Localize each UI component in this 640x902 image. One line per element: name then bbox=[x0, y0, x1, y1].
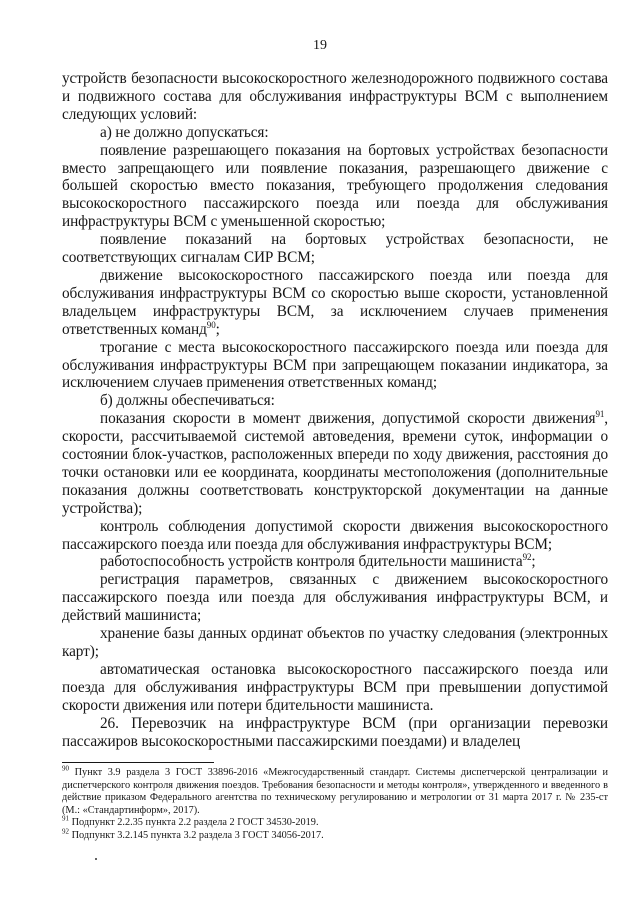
footnote-ref: 90 bbox=[206, 319, 216, 330]
footnote: $^{91}$ Подпункт 2.2.35 пункта 2.2 раздела 2 ГОСТ 34530-2019. bbox=[62, 814, 319, 829]
footnote-mark: 91 bbox=[62, 814, 69, 823]
paragraph: б) должны обеспечиваться: bbox=[100, 392, 275, 410]
footnotes bbox=[62, 764, 608, 843]
paragraph: трогание с места высокоскоростного пассажирского поезда или поезда для обслуживания инфраструктуры ВСМ при запрещающем показании индикатора, за исключением случаев применения ответственных команд; bbox=[62, 338, 608, 392]
paragraph: устройств безопасности высокоскоростного железнодорожного подвижного состава и подвижного состава для обслуживания инфраструктуры ВСМ с выполнением следующих условий: bbox=[62, 70, 608, 123]
footnote-mark: 90 bbox=[62, 764, 69, 773]
paragraph: контроль соблюдения допустимой скорости движения высокоскоростного пассажирского поезда или поезда для обслуживания инфраструктуры ВСМ; bbox=[62, 517, 608, 553]
paragraph: показания скорости в момент движения, допустимой скорости движения$^{91}$, скорости, рассчитываемой системой автоведения, времени суток, информации о состоянии блок-участков, расположенных впереди по ходу движения, расстояния до точки остановки или ее координата, координаты местоположения (дополнительные показания должны соответствовать конструкторской документации на данные устройства); bbox=[62, 409, 608, 517]
paragraph: движение высокоскоростного пассажирского поезда или поезда для обслуживания инфраструктуры ВСМ со скоростью выше скорости, установленной владельцем инфраструктуры ВСМ, за исключением случаев применения ответственных команд$^{90}$; bbox=[62, 266, 608, 338]
footnote: $^{92}$ Подпункт 3.2.145 пункта 3.2 раздела 3 ГОСТ 34056-2017. bbox=[62, 827, 324, 841]
paragraph: появление показаний на бортовых устройствах безопасности, не соответствующих сигналам СИР ВСМ; bbox=[62, 231, 608, 267]
paragraph: регистрация параметров, связанных с движением высокоскоростного пассажирского поезда или поезда для обслуживания инфраструктуры ВСМ, и действий машиниста; bbox=[62, 571, 608, 625]
footnote-ref: 92 bbox=[522, 552, 532, 563]
paragraph: работоспособность устройств контроля бдительности машиниста$^{92}$; bbox=[100, 552, 536, 571]
paragraph: появление разрешающего показания на бортовых устройствах безопасности вместо запрещающего или появление показания, разрешающего движение с большей скоростью вместо показания, требующего продолжения следования высокоскоростного пассажирского поезда или поезда для обслуживания инфраструктуры ВСМ с уменьшенной скоростью; bbox=[62, 141, 608, 231]
page-number: 19 bbox=[313, 38, 327, 53]
paragraph: 26. Перевозчик на инфраструктуре ВСМ (при организации перевозки пассажиров высокоскоростными пассажирскими поездами) и владелец bbox=[62, 714, 608, 750]
footnote-ref: 91 bbox=[595, 409, 605, 420]
paragraph: а) не должно допускаться: bbox=[100, 123, 269, 141]
footnote-divider bbox=[62, 762, 214, 763]
body-text bbox=[62, 70, 608, 750]
footnote: $^{90}$ Пункт 3.9 раздела 3 ГОСТ 33896-2016 «Межгосударственный стандарт. Системы диспетчерской централизации и диспетчерского контроля движения поездов. Требования безопасности и методы контроля», утвержденного и введенного в действие приказом Федерального агентства по техническому регулированию и метрологии от 31 марта 2017 г. № 235-ст (М.: «Стандартинформ», 2017). bbox=[62, 764, 608, 816]
paragraph: хранение базы данных ординат объектов по участку следования (электронных карт); bbox=[62, 625, 608, 660]
paragraph: автоматическая остановка высокоскоростного пассажирского поезда или поезда для обслуживания инфраструктуры ВСМ при превышении допустимой скорости движения или потери бдительности машиниста. bbox=[62, 660, 608, 714]
footnote-mark: 92 bbox=[62, 827, 69, 836]
scan-speck bbox=[95, 858, 97, 860]
